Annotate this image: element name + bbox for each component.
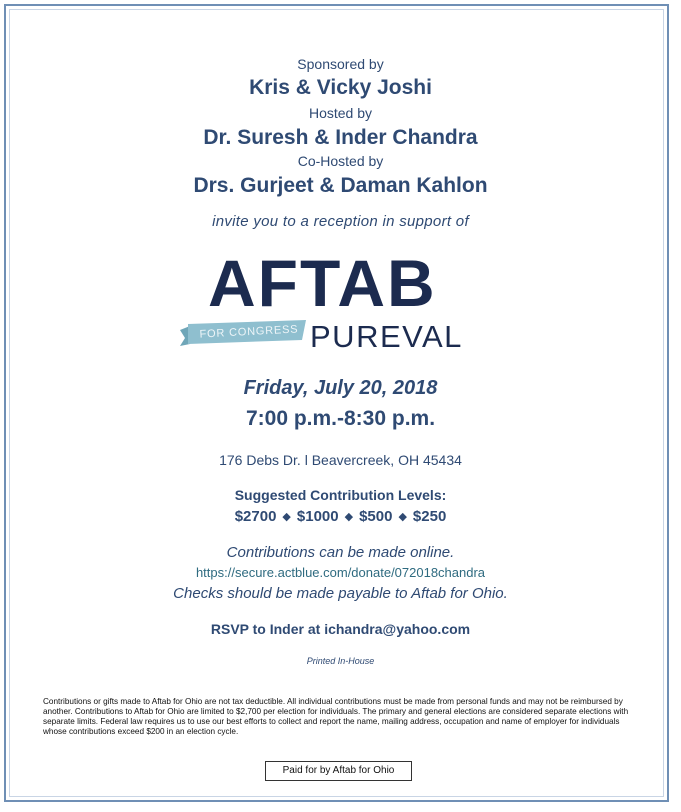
sponsored-by-names: Kris & Vicky Joshi bbox=[249, 76, 432, 99]
contribution-level: $1000 bbox=[296, 508, 339, 525]
campaign-logo bbox=[180, 246, 490, 360]
page-frame bbox=[4, 4, 669, 802]
online-contributions-line: Contributions can be made online. bbox=[226, 544, 455, 561]
donation-link[interactable]: https://secure.actblue.com/donate/072018chandra bbox=[195, 565, 486, 580]
cohosted-by-label: Co-Hosted by bbox=[297, 153, 384, 169]
contribution-levels bbox=[0, 508, 681, 525]
diamond-icon: ◆ bbox=[282, 511, 291, 523]
diamond-icon: ◆ bbox=[398, 511, 407, 523]
event-date: Friday, July 20, 2018 bbox=[243, 377, 438, 399]
contribution-level: $2700 bbox=[234, 508, 277, 525]
logo-sub-text: PUREVAL bbox=[310, 319, 463, 354]
printed-in-house: Printed In-House bbox=[306, 656, 375, 666]
invite-line: invite you to a reception in support of bbox=[212, 213, 469, 230]
sponsored-by-label: Sponsored by bbox=[297, 56, 384, 72]
rsvp-line: RSVP to Inder at ichandra@yahoo.com bbox=[210, 621, 471, 637]
event-address: 176 Debs Dr. l Beavercreek, OH 45434 bbox=[219, 452, 462, 468]
contribution-levels-title: Suggested Contribution Levels: bbox=[234, 487, 447, 503]
logo-ribbon-text: FOR CONGRESS bbox=[199, 323, 299, 341]
checks-payable-line: Checks should be made payable to Aftab for Ohio. bbox=[173, 585, 508, 602]
hosted-by-names: Dr. Suresh & Inder Chandra bbox=[203, 126, 478, 149]
diamond-icon: ◆ bbox=[344, 511, 354, 523]
cohosted-by-names: Drs. Gurjeet & Daman Kahlon bbox=[193, 174, 488, 197]
logo-main-text: AFTAB bbox=[208, 246, 437, 320]
event-time: 7:00 p.m.-8:30 p.m. bbox=[245, 407, 436, 430]
legal-disclaimer: Contributions or gifts made to Aftab for Ohio are not tax deductible. All individual contributions must be made from personal funds and may not be reimbursed by another. Contributions to Aftab for Ohio are limited to $2,700 per election for individuals. The primary and general elections are considered separate elections with separate limits. Federal law requires us to use our best efforts to collect and report the name, mailing address, occupation and name of employer for individuals whose contributions exceed $200 in an election cycle. bbox=[43, 697, 629, 736]
contribution-level: $500 bbox=[359, 508, 393, 525]
contribution-level: $250 bbox=[412, 508, 447, 525]
hosted-by-label: Hosted by bbox=[308, 105, 373, 121]
paid-for-box: Paid for by Aftab for Ohio bbox=[265, 761, 412, 781]
